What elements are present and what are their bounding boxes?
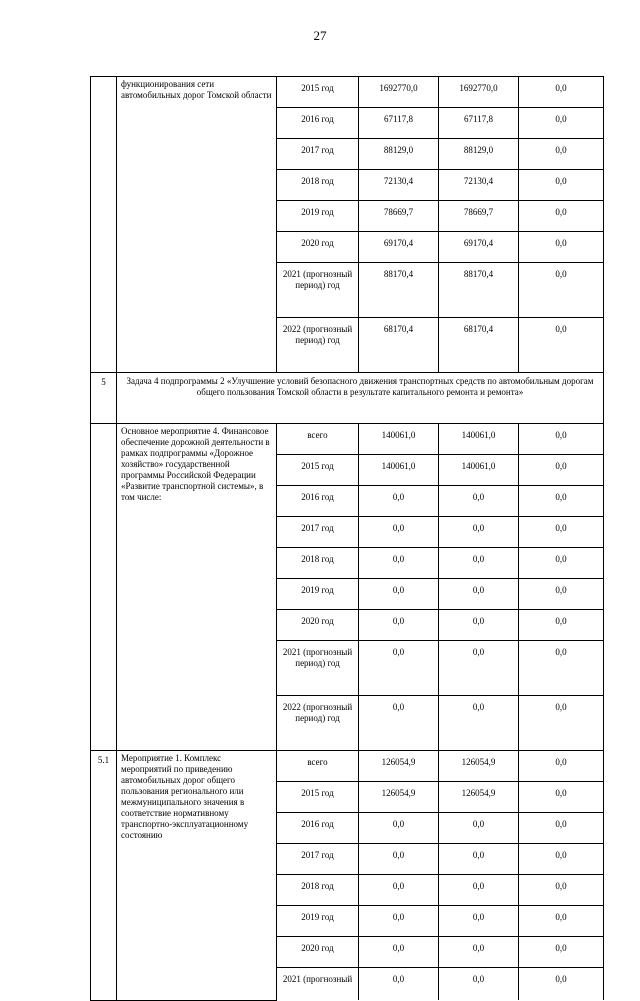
value-regional-cell: 0,0	[439, 937, 519, 968]
value-total-cell: 0,0	[359, 875, 439, 906]
period-cell: 2018 год	[277, 875, 359, 906]
value-regional-cell: 0,0	[439, 968, 519, 1001]
period-cell: 2017 год	[277, 517, 359, 548]
value-regional-cell: 0,0	[439, 610, 519, 641]
period-cell: 2015 год	[277, 455, 359, 486]
budget-table-body	[91, 77, 604, 1001]
value-other-cell: 0,0	[519, 77, 604, 108]
value-regional-cell: 140061,0	[439, 455, 519, 486]
period-cell: 2016 год	[277, 813, 359, 844]
value-total-cell: 126054,9	[359, 751, 439, 782]
value-total-cell: 88170,4	[359, 263, 439, 318]
value-other-cell: 0,0	[519, 318, 604, 373]
description-cell: Основное мероприятие 4. Финансовое обеспечение дорожной деятельности в рамках подпрограммы «Дорожное хозяйство» государственной программы Российской Федерации «Развитие транспортной системы», в том числе:	[117, 424, 277, 751]
value-total-cell: 0,0	[359, 906, 439, 937]
description-cell: Мероприятие 1. Комплекс мероприятий по приведению автомобильных дорог общего пользования регионального или межмуниципального значения в соответствие нормативному транспортно-эксплуатационному состоянию	[117, 751, 277, 1001]
value-regional-cell: 0,0	[439, 641, 519, 696]
row-number-cell: 5.1	[91, 751, 117, 1001]
value-other-cell: 0,0	[519, 696, 604, 751]
value-other-cell: 0,0	[519, 906, 604, 937]
value-regional-cell: 69170,4	[439, 232, 519, 263]
value-regional-cell: 0,0	[439, 548, 519, 579]
period-cell: 2020 год	[277, 610, 359, 641]
table-row	[91, 751, 604, 782]
period-cell: всего	[277, 424, 359, 455]
value-other-cell: 0,0	[519, 782, 604, 813]
value-total-cell: 0,0	[359, 610, 439, 641]
period-cell: 2019 год	[277, 201, 359, 232]
period-cell: 2020 год	[277, 937, 359, 968]
value-regional-cell: 1692770,0	[439, 77, 519, 108]
value-regional-cell: 0,0	[439, 844, 519, 875]
value-regional-cell: 88129,0	[439, 139, 519, 170]
value-total-cell: 0,0	[359, 641, 439, 696]
task-text-cell: Задача 4 подпрограммы 2 «Улучшение условий безопасного движения транспортных средств по автомобильным дорогам общего пользования Томской области в результате капитального ремонта и ремонта»	[117, 373, 604, 424]
period-cell: 2022 (прогнозный период) год	[277, 318, 359, 373]
value-total-cell: 67117,8	[359, 108, 439, 139]
value-total-cell: 0,0	[359, 548, 439, 579]
value-other-cell: 0,0	[519, 108, 604, 139]
period-cell: 2018 год	[277, 548, 359, 579]
value-total-cell: 0,0	[359, 486, 439, 517]
period-cell: 2019 год	[277, 906, 359, 937]
value-total-cell: 0,0	[359, 696, 439, 751]
value-total-cell: 68170,4	[359, 318, 439, 373]
value-other-cell: 0,0	[519, 455, 604, 486]
value-total-cell: 1692770,0	[359, 77, 439, 108]
description-cell: функционирования сети автомобильных дорог Томской области	[117, 77, 277, 373]
value-regional-cell: 126054,9	[439, 751, 519, 782]
value-other-cell: 0,0	[519, 424, 604, 455]
period-cell: 2021 (прогнозный период) год	[277, 263, 359, 318]
value-other-cell: 0,0	[519, 610, 604, 641]
value-regional-cell: 0,0	[439, 813, 519, 844]
value-total-cell: 0,0	[359, 968, 439, 1001]
value-regional-cell: 67117,8	[439, 108, 519, 139]
value-total-cell: 88129,0	[359, 139, 439, 170]
page-number: 27	[313, 28, 327, 43]
value-other-cell: 0,0	[519, 751, 604, 782]
value-total-cell: 140061,0	[359, 424, 439, 455]
budget-table	[90, 76, 604, 1001]
value-other-cell: 0,0	[519, 170, 604, 201]
value-regional-cell: 126054,9	[439, 782, 519, 813]
value-regional-cell: 78669,7	[439, 201, 519, 232]
value-other-cell: 0,0	[519, 517, 604, 548]
period-cell: 2015 год	[277, 77, 359, 108]
value-other-cell: 0,0	[519, 139, 604, 170]
value-total-cell: 72130,4	[359, 170, 439, 201]
value-regional-cell: 140061,0	[439, 424, 519, 455]
value-other-cell: 0,0	[519, 201, 604, 232]
period-cell: 2019 год	[277, 579, 359, 610]
value-regional-cell: 0,0	[439, 579, 519, 610]
table-row	[91, 77, 604, 108]
period-cell: 2015 год	[277, 782, 359, 813]
value-total-cell: 0,0	[359, 517, 439, 548]
value-regional-cell: 0,0	[439, 517, 519, 548]
value-total-cell: 0,0	[359, 844, 439, 875]
period-cell: 2021 (прогнозный период) год	[277, 641, 359, 696]
period-cell: 2022 (прогнозный период) год	[277, 696, 359, 751]
value-other-cell: 0,0	[519, 579, 604, 610]
value-total-cell: 140061,0	[359, 455, 439, 486]
period-cell: всего	[277, 751, 359, 782]
table-row	[91, 424, 604, 455]
task-number-cell: 5	[91, 373, 117, 424]
value-other-cell: 0,0	[519, 548, 604, 579]
value-total-cell: 126054,9	[359, 782, 439, 813]
value-regional-cell: 72130,4	[439, 170, 519, 201]
row-number-cell	[91, 77, 117, 373]
value-other-cell: 0,0	[519, 232, 604, 263]
value-total-cell: 0,0	[359, 937, 439, 968]
row-number-cell	[91, 424, 117, 751]
value-other-cell: 0,0	[519, 937, 604, 968]
value-regional-cell: 0,0	[439, 906, 519, 937]
value-total-cell: 0,0	[359, 579, 439, 610]
value-other-cell: 0,0	[519, 486, 604, 517]
value-regional-cell: 0,0	[439, 486, 519, 517]
value-total-cell: 78669,7	[359, 201, 439, 232]
value-total-cell: 69170,4	[359, 232, 439, 263]
period-cell: 2018 год	[277, 170, 359, 201]
period-cell: 2016 год	[277, 486, 359, 517]
value-regional-cell: 88170,4	[439, 263, 519, 318]
value-other-cell: 0,0	[519, 813, 604, 844]
value-other-cell: 0,0	[519, 641, 604, 696]
value-regional-cell: 68170,4	[439, 318, 519, 373]
value-other-cell: 0,0	[519, 875, 604, 906]
value-other-cell: 0,0	[519, 968, 604, 1001]
period-cell: 2016 год	[277, 108, 359, 139]
task-row	[91, 373, 604, 424]
value-other-cell: 0,0	[519, 263, 604, 318]
value-total-cell: 0,0	[359, 813, 439, 844]
value-regional-cell: 0,0	[439, 875, 519, 906]
period-cell: 2017 год	[277, 139, 359, 170]
period-cell: 2020 год	[277, 232, 359, 263]
period-cell: 2021 (прогнозный	[277, 968, 359, 1001]
value-other-cell: 0,0	[519, 844, 604, 875]
period-cell: 2017 год	[277, 844, 359, 875]
value-regional-cell: 0,0	[439, 696, 519, 751]
